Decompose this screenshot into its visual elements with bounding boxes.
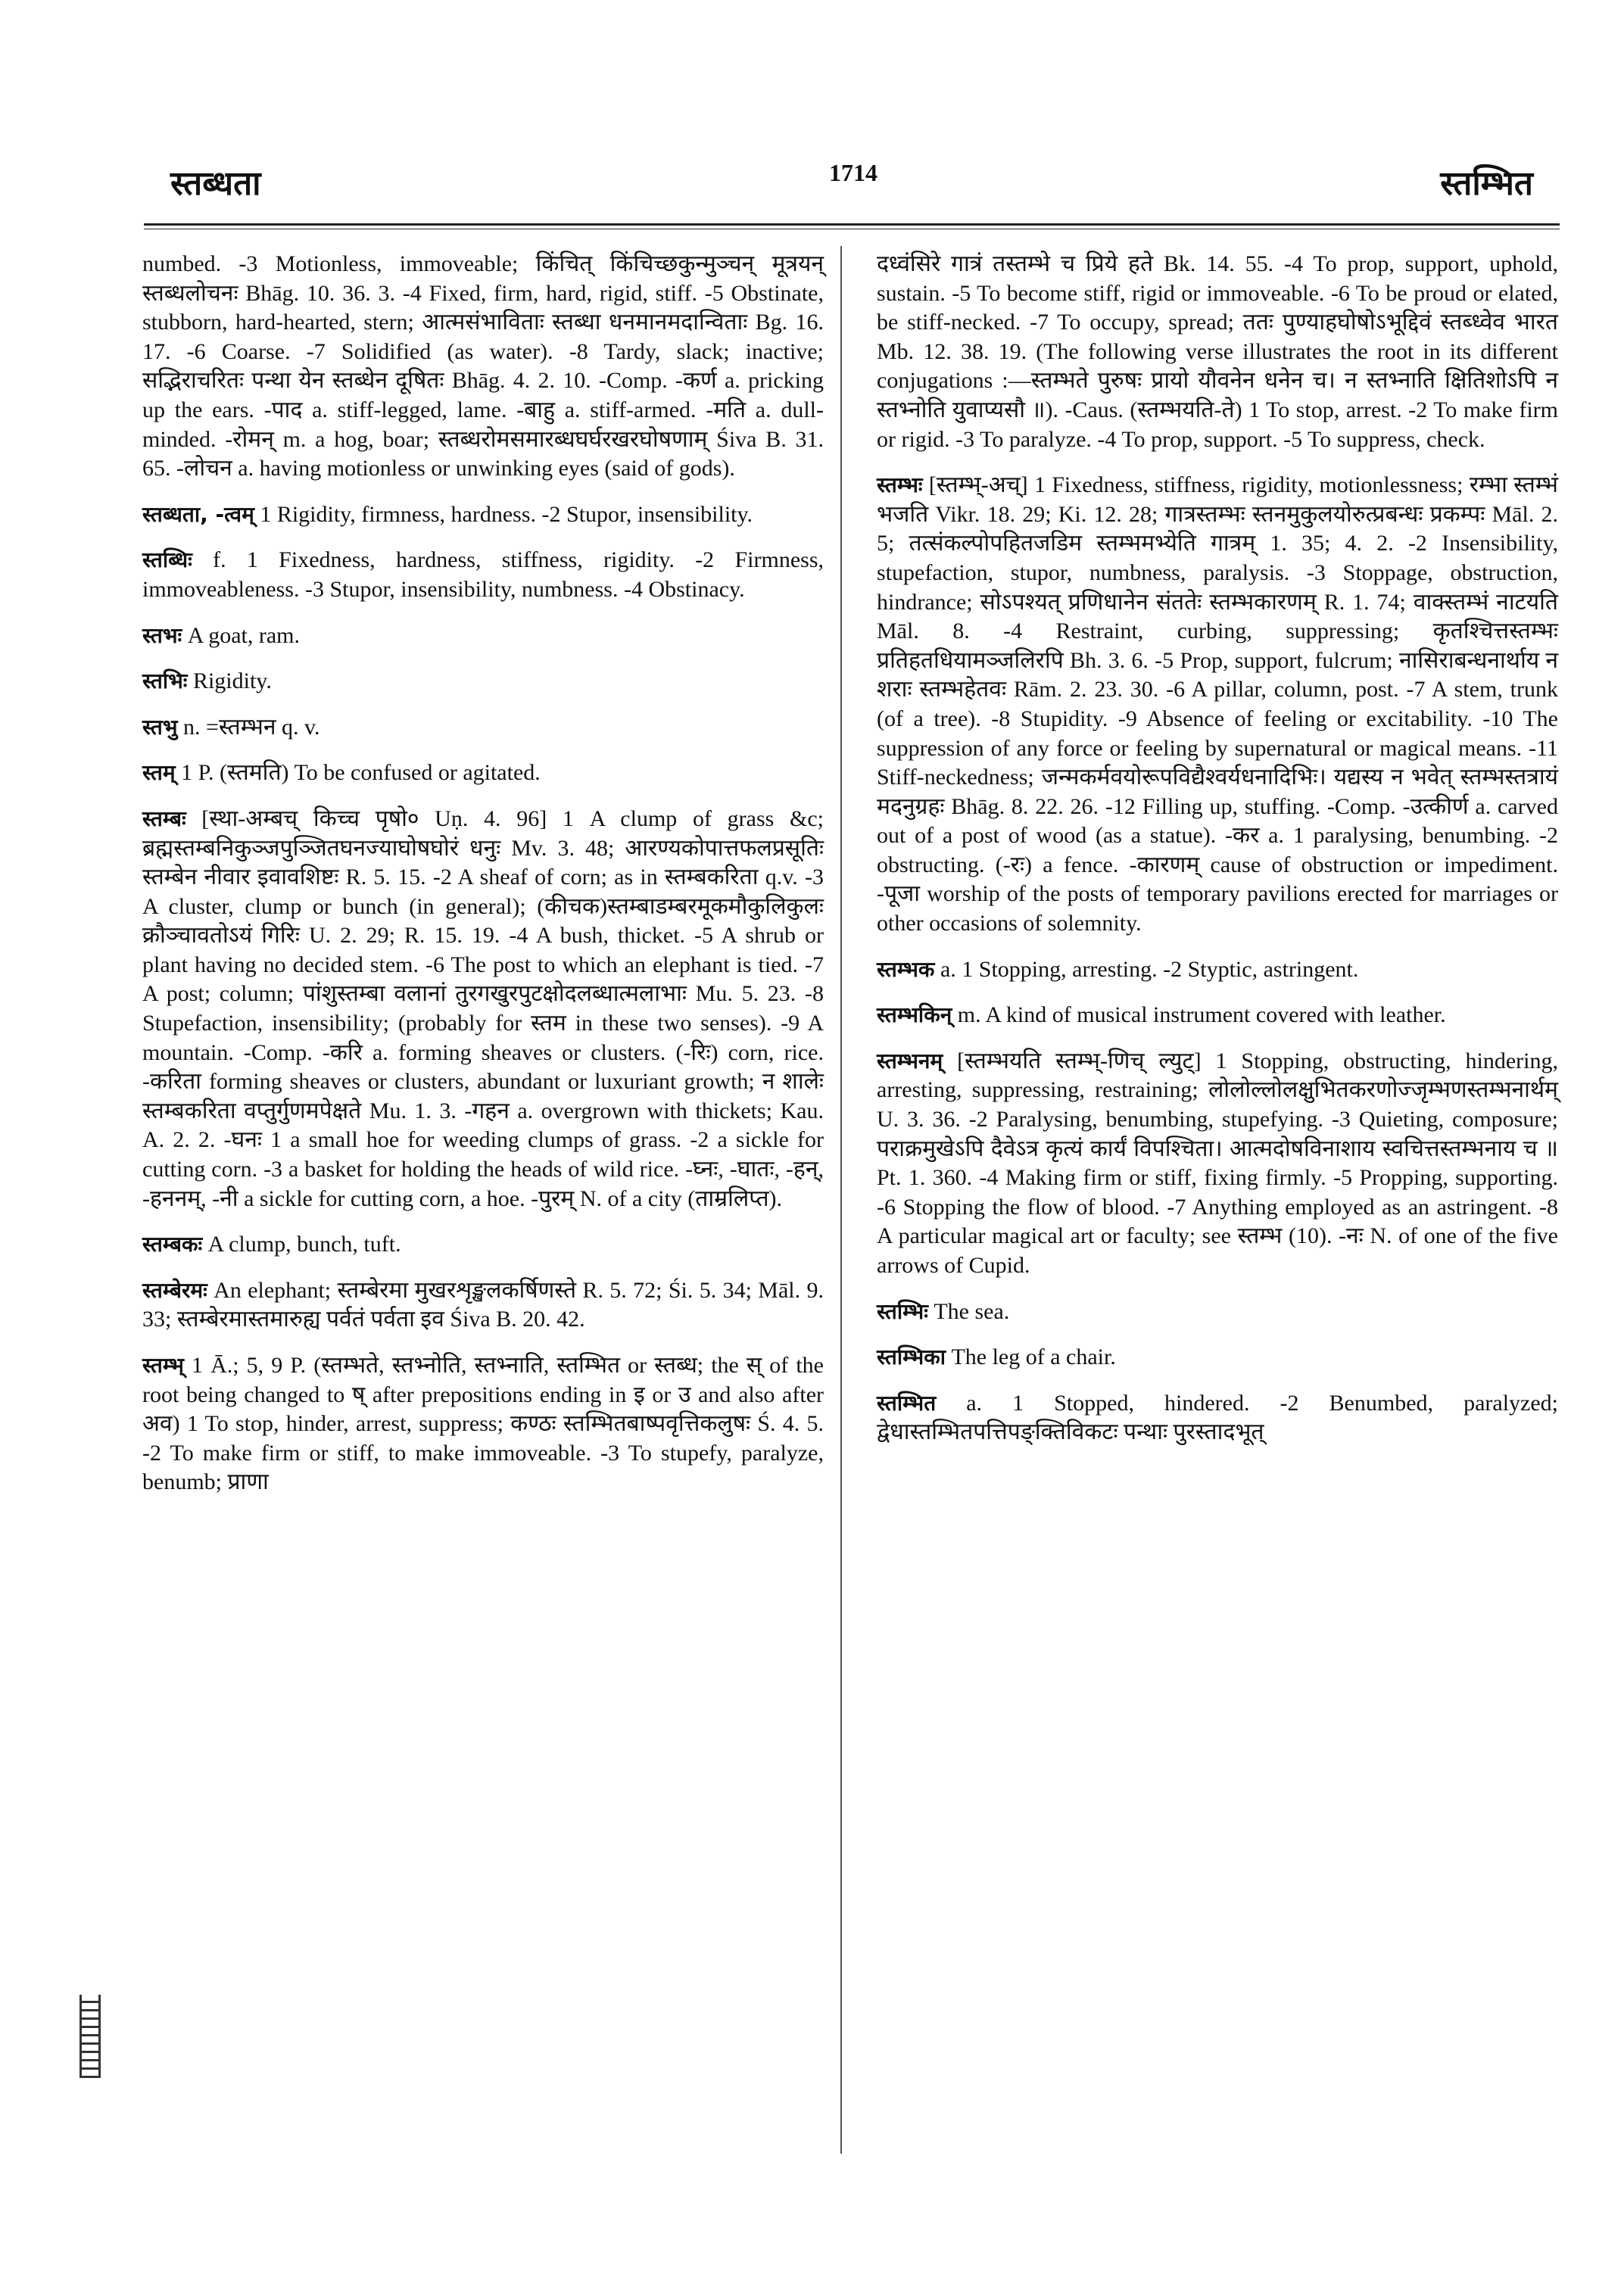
dictionary-entry [142, 1230, 824, 1260]
entry-text: n. =स्तम्भन q. v. [177, 714, 320, 740]
entry-text: f. 1 Fixedness, hardness, stiffness, rigidity. -2 Firmness, immoveableness. -3 Stupor, insensibility, numbness. -4 Obstinacy. [142, 547, 824, 602]
headword: स्तभः [142, 622, 182, 648]
headword: स्तम् [142, 760, 176, 786]
headword: स्तभु [142, 714, 178, 740]
dictionary-entry [142, 713, 824, 743]
dictionary-entry [142, 759, 824, 788]
entry-text: Rigidity. [187, 668, 272, 694]
page-number: 1714 [829, 159, 877, 186]
binding-mark [79, 1995, 101, 2078]
headword: स्तम्बकः [142, 1232, 203, 1257]
entry-text: The sea. [927, 1298, 1010, 1324]
dictionary-entry [877, 471, 1558, 939]
entry-text: m. A kind of musical instrument covered with leather. [952, 1002, 1446, 1028]
dictionary-entry [142, 805, 824, 1213]
dictionary-entry [877, 1343, 1558, 1372]
dictionary-entry [142, 1351, 824, 1497]
entry-text: A clump, bunch, tuft. [202, 1232, 401, 1257]
left-guide-word: स्तब्धता [170, 164, 261, 203]
entry-text: [स्था-अम्बच् किच्च पृषो० Uṇ. 4. 96] 1 A clump of grass &c; ब्रह्मस्तम्बनिकुञ्जपुञ्जितघनज्याघोषघोरं धनुः Mv. 3. 48; आरण्यकोपात्तफलप्रसूतिः स्तम्बेन नीवार इवावशिष्टः R. 5. 15. -2 A sheaf of corn; as in स्तम्बकरिता q.v. -3 A cluster, clump or bunch (in general); (कीचक)स्तम्बाडम्बरमूकमौकुलिकुलः क्रौञ्चावतोऽयं गिरिः U. 2. 29; R. 15. 19. -4 A bush, thicket. -5 A shrub or plant having no decided stem. -6 The post to which an elephant is tied. -7 A post; column; पांशुस्तम्बा वलानां तुरगखुरपुटक्षोदलब्धात्मलाभाः Mu. 5. 23. -8 Stupefaction, insensibility; (probably for स्तम in these two senses). -9 A mountain. -Comp. -करि a. forming sheaves or clusters. (-रिः) corn, rice. -करिता forming sheaves or clusters, abundant or luxuriant growth; न शालेः स्तम्बकरिता वप्तुर्गुणमपेक्षते Mu. 1. 3. -गहन a. overgrown with thickets; Kau. A. 2. 2. -घनः 1 a small hoe for weeding clumps of grass. -2 a sickle for cutting corn. -3 a basket for holding the heads of wild rice. -घ्नः, -घातः, -हन्, -हननम्, -नी a sickle for cutting corn, a hoe. -पुरम् N. of a city (ताम्रलिप्त). [142, 805, 824, 1211]
entry-text: [स्तम्भ्-अच्] 1 Fixedness, stiffness, rigidity, motionlessness; रम्भा स्तम्भं भजति Vikr. 18. 29; Ki. 12. 28; गात्रस्तम्भः स्तनमुकुलयोरुत्प्रबन्धः प्रकम्पः Māl. 2. 5; तत्संकल्पोपहितजडिम स्तम्भमभ्येति गात्रम् 1. 35; 4. 2. -2 Insensibility, stupefaction, stupor, numbness, paralysis. -3 Stoppage, obstruction, hindrance; सोऽपश्यत् प्रणिधानेन संततेः स्तम्भकारणम् R. 1. 74; वाक्स्तम्भं नाटयति Māl. 8. -4 Restraint, curbing, suppressing; कृतश्चित्तस्तम्भः प्रतिहतधियामञ्जलिरपि Bh. 3. 6. -5 Prop, support, fulcrum; नासिराबन्धनार्थाय न शराः स्तम्भहेतवः Rām. 2. 23. 30. -6 A pillar, column, post. -7 A stem, trunk (of a tree). -8 Stupidity. -9 Absence of feeling or excitability. -10 The suppression of any force or feeling by supernatural or magical means. -11 Stiff-neckedness; जन्मकर्मवयोरूपविद्यैश्वर्यधनादिभिः। यद्यस्य न भवेत् स्तम्भस्तत्रायं मदनुग्रहः Bhāg. 8. 22. 26. -12 Filling up, stuffing. -Comp. -उत्कीर्ण a. carved out of a post of wood (as a statue). -कर a. 1 paralysing, benumbing. -2 obstructing. (-रः) a fence. -कारणम् cause of obstruction or impediment. -पूजा worship of the posts of temporary pavilions erected for marriages or other occasions of solemnity. [877, 472, 1558, 936]
headword: स्तम्बेरमः [142, 1277, 207, 1303]
entry-text: [स्तम्भयति स्तम्भ्-णिच् ल्युट्] 1 Stopping, obstructing, hindering, arresting, suppressing, restraining; लोलोल्लोलक्षुभितकरणोज्जृम्भणस्तम्भनार्थम् U. 3. 36. -2 Paralysing, benumbing, stupefying. -3 Quieting, composure; पराक्रमुखेऽपि दैवेऽत्र कृत्यं कार्यं विपश्चिता। आत्मदोषविनाशाय स्वचित्तस्तम्भनाय च ॥ Pt. 1. 360. -4 Making firm or stiff, fixing firmly. -5 Propping, supporting. -6 Stopping the flow of blood. -7 Anything employed as an astringent. -8 A particular magical art or faculty; see स्तम्भ (10). -नः N. of one of the five arrows of Cupid. [877, 1048, 1558, 1278]
entry-text: 1 Ā.; 5, 9 P. (स्तम्भते, स्तभ्नोति, स्तभ्नाति, स्तम्भित or स्तब्ध; the स् of the root being changed to ष् after prepositions ending in इ or उ and also after अव) 1 To stop, hinder, arrest, suppress; कण्ठः स्तम्भितबाष्पवृत्तिकलुषः Ś. 4. 5. -2 To make firm or stiff, to make immoveable. -3 To stupefy, paralyze, benumb; प्राणा [142, 1353, 824, 1495]
entry-text: a. 1 Stopping, arresting. -2 Styptic, astringent. [934, 956, 1359, 982]
entry-text: दध्वंसिरे गात्रं तस्तम्भे च प्रिये हते Bk. 14. 55. -4 To prop, support, uphold, sustain. -5 To become stiff, rigid or immoveable. -6 To be proud or elated, be stiff-necked. -7 To occupy, spread; ततः पुण्याहघोषोऽभूद्दिवं स्तब्ध्वेव भारत Mb. 12. 38. 19. (The following verse illustrates the root in its different conjugations :—स्तम्भते पुरुषः प्रायो यौवनेन धनेन च। न स्तभ्नाति क्षितिशोऽपि न स्तभ्नोति युवाप्यसौ ॥). -Caus. (स्तम्भयति-ते) 1 To stop, arrest. -2 To make firm or rigid. -3 To paralyze. -4 To prop, support. -5 To suppress, check. [877, 251, 1558, 452]
dictionary-entry [877, 1389, 1558, 1447]
right-column [877, 250, 1558, 1464]
headword: स्तम्बः [142, 805, 186, 831]
left-column [142, 250, 824, 1514]
headword: स्तम्भक [877, 956, 935, 982]
entry-text: An elephant; स्तम्बेरमा मुखरशृङ्खलकर्षिणस्ते R. 5. 72; Śi. 5. 34; Māl. 9. 33; स्तम्बेरमास्तमारुह्य पर्वतं पर्वता इव Śiva B. 20. 42. [142, 1277, 824, 1332]
dictionary-entry [142, 622, 824, 651]
headword: स्तब्धता, -त्वम् [142, 501, 254, 527]
headword: स्तभिः [142, 668, 188, 694]
dictionary-entry [877, 1298, 1558, 1327]
entry-text: numbed. -3 Motionless, immoveable; किंचित् किंचिच्छकुन्मुञ्चन् मूत्रयन् स्तब्धलोचनः Bhāg. 10. 36. 3. -4 Fixed, firm, hard, rigid, stiff. -5 Obstinate, stubborn, hard-hearted, stern; आत्मसंभाविताः स्तब्धा धनमानमदान्विताः Bg. 16. 17. -6 Coarse. -7 Solidified (as water). -8 Tardy, slack; inactive; सद्भिराचरितः पन्था येन स्तब्धेन दूषितः Bhāg. 4. 2. 10. -Comp. -कर्ण a. pricking up the ears. -पाद a. stiff-legged, lame. -बाहु a. stiff-armed. -मति a. dull-minded. -रोमन् m. a hog, boar; स्तब्धरोमसमारब्धघर्घरखरघोषणाम् Śiva B. 31. 65. -लोचन a. having motionless or unwinking eyes (said of gods). [142, 251, 824, 481]
entry-text: 1 Rigidity, firmness, hardness. -2 Stupor, insensibility. [254, 501, 753, 527]
entry-text: 1 P. (स्तमति) To be confused or agitated. [175, 760, 541, 786]
headword: स्तम्भिका [877, 1344, 946, 1370]
headword: स्तब्धिः [142, 547, 192, 573]
page-header [170, 159, 1533, 212]
right-guide-word: स्तम्भित [1440, 164, 1533, 203]
dictionary-entry [142, 250, 824, 484]
headword: स्तम्भः [877, 472, 923, 498]
entry-text: a. 1 Stopped, hindered. -2 Benumbed, paralyzed; द्वेधास्तम्भितपत्तिपङ्क्तिविकटः पन्थाः पुरस्तादभूत् [877, 1390, 1558, 1445]
headword: स्तम्भनम् [877, 1048, 943, 1073]
headword: स्तम्भकिन् [877, 1002, 952, 1028]
dictionary-entry [142, 1276, 824, 1335]
entry-text: A goat, ram. [182, 622, 301, 648]
headword: स्तम्भिः [877, 1298, 928, 1324]
dictionary-entry [877, 955, 1558, 985]
headword: स्तम्भ् [142, 1353, 184, 1378]
column-divider [840, 246, 842, 2154]
headword: स्तम्भित [877, 1390, 937, 1416]
dictionary-entry [142, 546, 824, 604]
dictionary-entry [142, 667, 824, 696]
dictionary-entry [877, 1001, 1558, 1030]
dictionary-entry [877, 250, 1558, 454]
header-rule [144, 223, 1560, 229]
dictionary-entry [877, 1047, 1558, 1281]
dictionary-entry [142, 500, 824, 530]
entry-text: The leg of a chair. [945, 1344, 1116, 1370]
